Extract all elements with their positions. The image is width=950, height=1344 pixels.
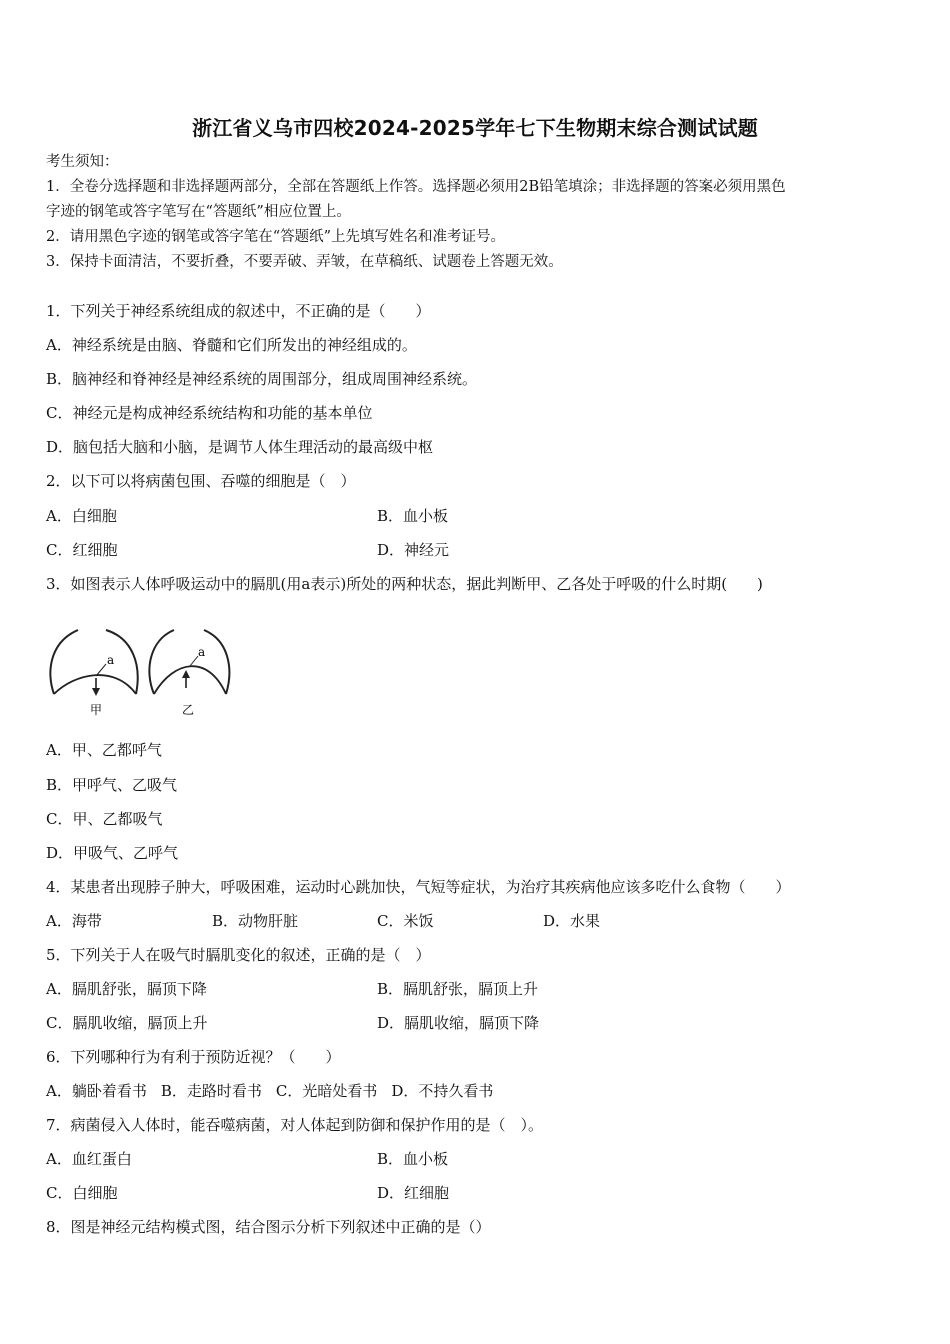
ribcage-left-outline [50, 630, 78, 694]
ribcage-right-outline [204, 630, 229, 694]
label-a: a [107, 653, 115, 667]
option-b: B．动物肝脏 [212, 912, 299, 930]
option-d: D．甲吸气、乙呼气 [46, 844, 179, 862]
arrow-down-head [92, 688, 100, 696]
question-stem-4: 4．某患者出现脖子肿大，呼吸困难，运动时心跳加快，气短等症状，为治疗其疾病他应该多吃什么食物（ ） [46, 878, 791, 896]
option-b: B．走路时看书 [160, 1082, 262, 1100]
option-c: C．白细胞 [46, 1184, 118, 1202]
option-d: D．神经元 [377, 541, 450, 559]
option-d: D．红细胞 [377, 1184, 450, 1202]
option-d: D．水果 [543, 912, 601, 930]
question-stem-2: 2．以下可以将病菌包围、吞噬的细胞是（ ） [46, 472, 356, 490]
option-a: A．膈肌舒张，膈顶下降 [46, 980, 207, 998]
option-a: A．躺卧着看书 [46, 1082, 147, 1100]
option-b: B．脑神经和脊神经是神经系统的周围部分，组成周围神经系统。 [46, 370, 478, 388]
diaphragm-figure [44, 624, 244, 720]
option-a: A．血红蛋白 [46, 1150, 132, 1168]
notice-item: 1．全卷分选择题和非选择题两部分，全部在答题纸上作答。选择题必须用2B铅笔填涂；非选择题的答案必须用黑色 [46, 179, 786, 195]
pointer-line [190, 656, 198, 666]
option-b: B．血小板 [377, 1150, 449, 1168]
option-c: C．膈肌收缩，膈顶上升 [46, 1014, 208, 1032]
notice-heading: 考生须知： [46, 154, 119, 170]
question-stem-3: 3．如图表示人体呼吸运动中的膈肌(用a表示)所处的两种状态，据此判断甲、乙各处于呼吸的什么时期( ) [46, 575, 763, 593]
question-stem-7: 7．病菌侵入人体时，能吞噬病菌，对人体起到防御和保护作用的是（ ）。 [46, 1116, 544, 1134]
option-c: C．神经元是构成神经系统结构和功能的基本单位 [46, 404, 373, 422]
page-title: 浙江省义乌市四校2024-2025学年七下生物期末综合测试试题 [192, 116, 758, 140]
question-stem-1: 1．下列关于神经系统组成的叙述中，不正确的是（ ） [46, 302, 431, 320]
notice-item: 字迹的钢笔或答字笔写在“答题纸”相应位置上。 [46, 204, 351, 220]
label-a: a [198, 645, 206, 659]
arrow-up-head [182, 670, 190, 678]
option-c: C．红细胞 [46, 541, 118, 559]
option-d: D．膈肌收缩，膈顶下降 [377, 1014, 540, 1032]
notice-item: 3．保持卡面清洁，不要折叠，不要弄破、弄皱，在草稿纸、试题卷上答题无效。 [46, 254, 563, 270]
option-b: B．膈肌舒张，膈顶上升 [377, 980, 539, 998]
question-stem-8: 8．图是神经元结构模式图，结合图示分析下列叙述中正确的是（） [46, 1218, 491, 1236]
diaphragm-diagram [44, 624, 244, 716]
question-stem-6: 6．下列哪种行为有利于预防近视？（ ） [46, 1048, 341, 1066]
label-jia: 甲 [90, 703, 103, 716]
option-b: B．甲呼气、乙吸气 [46, 776, 178, 794]
option-c: C．米饭 [377, 912, 434, 930]
options-row [46, 1081, 507, 1101]
option-b: B．血小板 [377, 507, 449, 525]
option-a: A．白细胞 [46, 507, 117, 525]
diaphragm-curve [154, 666, 226, 694]
option-a: A．甲、乙都呼气 [46, 741, 162, 759]
option-a: A．海带 [46, 912, 102, 930]
option-a: A．神经系统是由脑、脊髓和它们所发出的神经组成的。 [46, 336, 417, 354]
option-d: D．不持久看书 [391, 1082, 494, 1100]
option-d: D．脑包括大脑和小脑，是调节人体生理活动的最高级中枢 [46, 438, 434, 456]
question-stem-5: 5．下列关于人在吸气时膈肌变化的叙述，正确的是（ ） [46, 946, 431, 964]
notice-item: 2．请用黑色字迹的钢笔或答字笔在“答题纸”上先填写姓名和准考证号。 [46, 229, 506, 245]
option-c: C．甲、乙都吸气 [46, 810, 163, 828]
option-c: C．光暗处看书 [275, 1082, 378, 1100]
label-yi: 乙 [182, 703, 195, 716]
